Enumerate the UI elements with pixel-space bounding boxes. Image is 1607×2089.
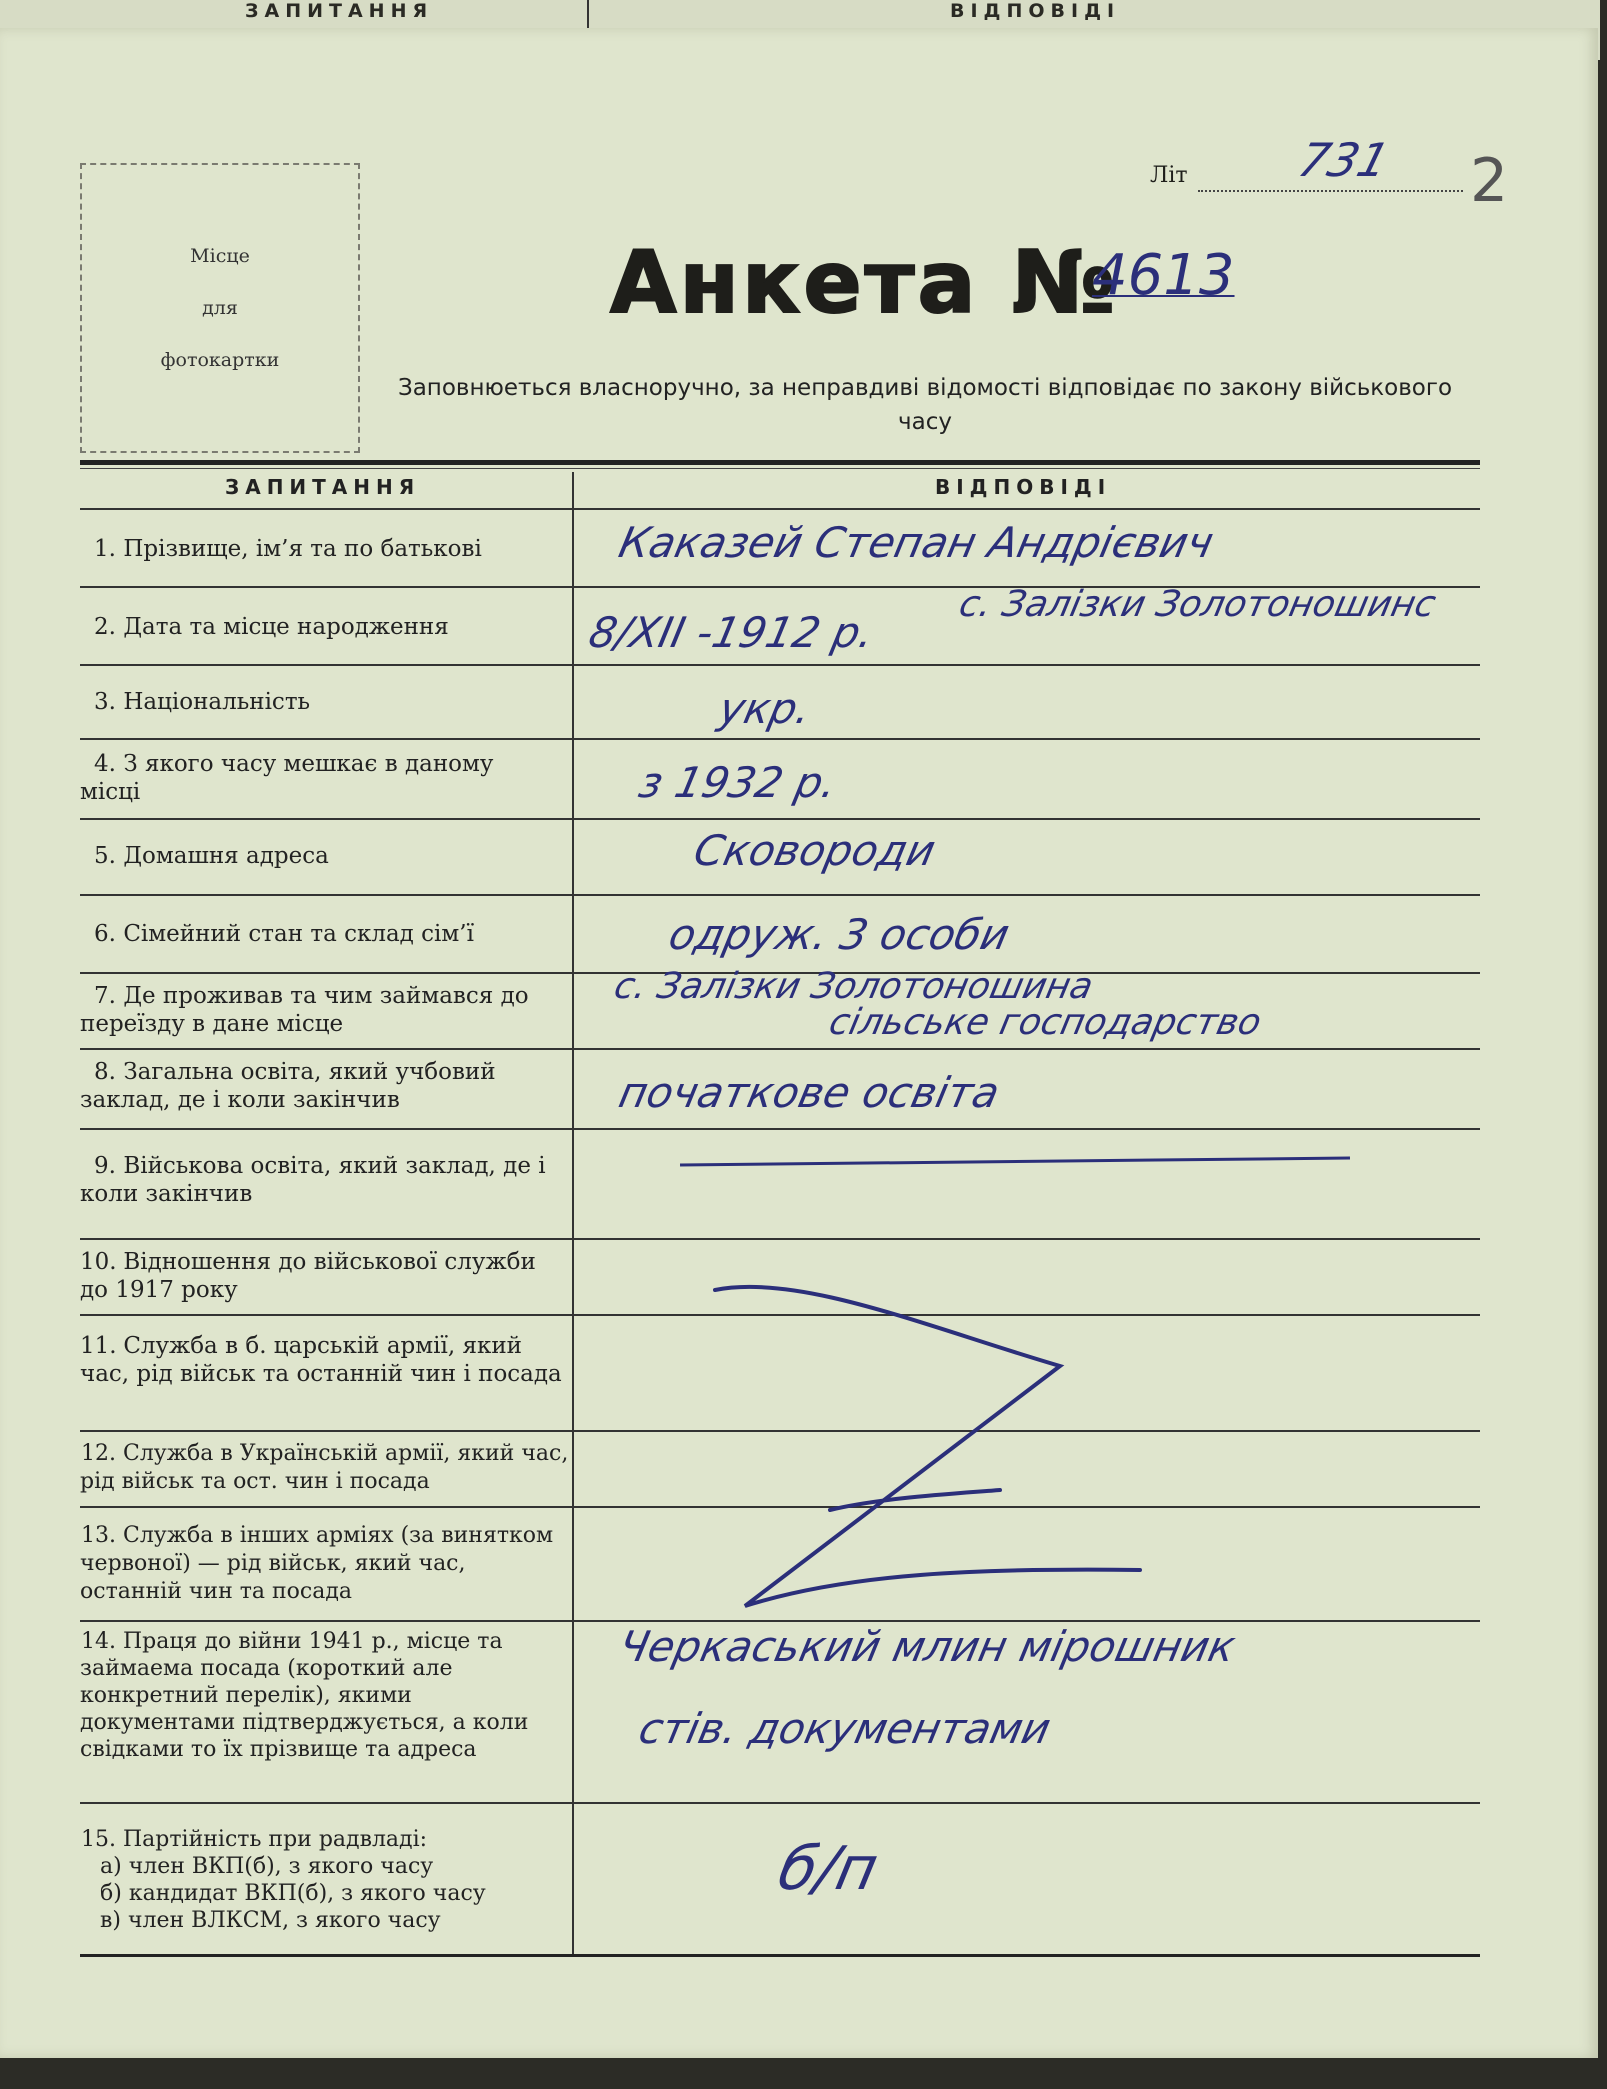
answer-4: з 1932 р. xyxy=(634,758,842,807)
question-13: 13. Служба в інших арміях (за винятком червоної) — рід військ, який час, останній чин та посада xyxy=(80,1523,554,1604)
answer-15: б/п xyxy=(772,1834,884,1904)
lit-label: Літ xyxy=(1150,163,1188,188)
question-15-sub-a: а) член ВКП(б), з якого часу xyxy=(100,1854,434,1879)
question-15-sub-c: в) член ВЛКСМ, з якого часу xyxy=(100,1908,441,1933)
form-number: 4613 xyxy=(1092,243,1235,308)
corner-mark: 2 xyxy=(1470,146,1509,216)
answer-6: одруж. 3 особи xyxy=(664,910,1014,959)
z-cross-stroke xyxy=(830,1490,1000,1510)
question-4: 4. З якого часу мешкає в даному місці xyxy=(80,751,494,805)
answer-14-job: Черкаський млин мірошник xyxy=(614,1622,1240,1671)
question-11: 11. Служба в б. царській армії, який час, рід військ та останній чин і посада xyxy=(80,1333,562,1387)
answer-7-place: с. Залізки Золотоношина xyxy=(610,966,1097,1007)
question-1: 1. Прізвище, ім’я та по батькові xyxy=(94,536,482,562)
answer-8: початкове освіта xyxy=(614,1068,1004,1117)
question-8: 8. Загальна освіта, який учбовий заклад, де і коли закінчив xyxy=(80,1059,496,1113)
question-9: 9. Військова освіта, який заклад, де і коли закінчив xyxy=(80,1153,546,1207)
back-col-questions: ЗАПИТАННЯ xyxy=(245,0,434,22)
question-15: 15. Партійність при радвладі: а) член ВКП(б), з якого часу б) кандидат ВКП(б), з якого часу в) член ВЛКСМ, з якого часу xyxy=(80,1826,570,1934)
back-divider xyxy=(587,0,589,28)
photo-line-3: фотокартки xyxy=(160,349,280,371)
form-sheet xyxy=(0,28,1598,2058)
question-10: 10. Відношення до військової служби до 1917 року xyxy=(80,1249,536,1303)
lit-value: 731 xyxy=(1292,133,1396,187)
col-answers-header: ВІДПОВІДІ xyxy=(935,475,1112,499)
question-7: 7. Де проживав та чим займався до переїзду в дане місце xyxy=(80,983,529,1037)
answer-5: Сковороди xyxy=(689,826,940,875)
question-6: 6. Сімейний стан та склад сім’ї xyxy=(94,921,474,947)
form-subtitle: Заповнюеться власноручно, за неправдиві відомості відповідає по закону військового часу xyxy=(397,375,1453,435)
question-3: 3. Національність xyxy=(94,689,311,715)
question-15-sub-b: б) кандидат ВКП(б), з якого часу xyxy=(100,1881,486,1906)
answer-1: Каказей Степан Андрієвич xyxy=(614,518,1218,567)
answer-3: укр. xyxy=(714,684,816,733)
photo-line-1: Місце xyxy=(190,245,250,267)
table-bottom-rule xyxy=(80,1954,1480,1957)
z-strikeout-mark xyxy=(0,28,1598,2058)
question-12: 12. Служба в Українській армії, який час, рід військ та ост. чин і посада xyxy=(80,1441,569,1494)
answer-2-date: 8/XII -1912 р. xyxy=(584,608,879,657)
question-5: 5. Домашня адреса xyxy=(94,843,329,869)
z-stroke xyxy=(715,1287,1140,1606)
answer-2-place: с. Залізки Золотоношинс xyxy=(955,584,1440,625)
col-questions-header: ЗАПИТАННЯ xyxy=(225,475,421,499)
answer-14-docs: стів. документами xyxy=(634,1704,1056,1753)
question-14: 14. Праця до війни 1941 р., місце та займаема посада (короткий але конкретний перелік), якими документами підтверджується, а коли свідками то їх прізвище та адреса xyxy=(80,1629,529,1762)
answer-7-occupation: сільське господарство xyxy=(825,1002,1265,1043)
question-2: 2. Дата та місце народження xyxy=(94,614,449,640)
photo-line-2: для xyxy=(202,297,238,319)
form-title: Анкета № xyxy=(610,233,1118,333)
back-col-answers: ВІДПОВІДІ xyxy=(950,0,1121,22)
